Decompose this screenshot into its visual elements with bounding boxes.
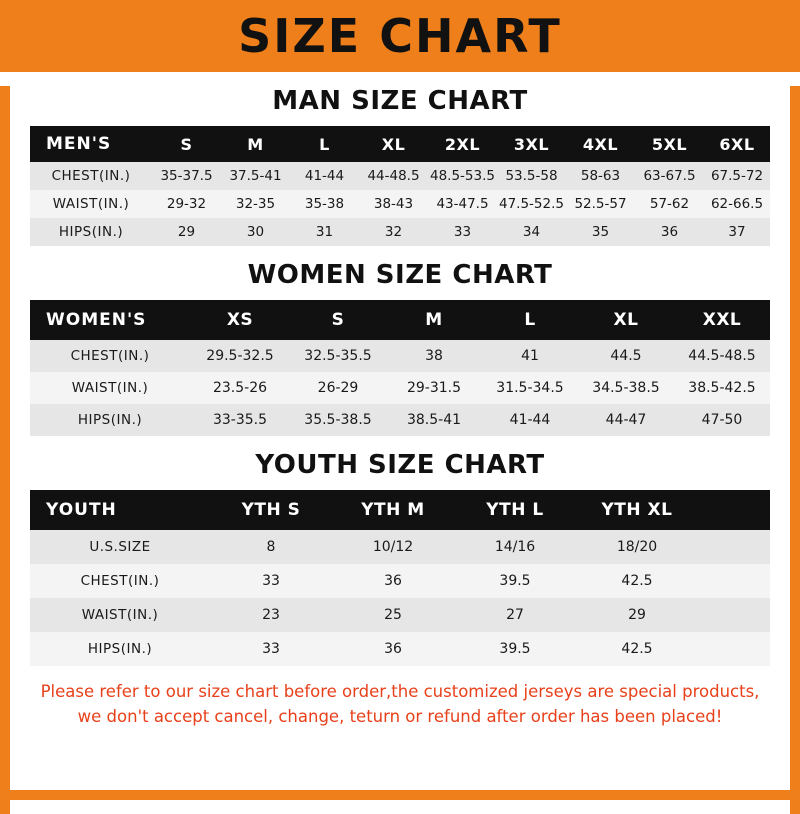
- table-row: [30, 530, 770, 564]
- cell: 67.5-72: [710, 168, 764, 184]
- col-header-0: YOUTH: [30, 490, 210, 530]
- col-header-2: S: [290, 300, 386, 340]
- section-man: [24, 86, 776, 246]
- cell: 10/12: [372, 539, 414, 555]
- cell: 8: [266, 539, 276, 555]
- col-header-1: YTH S: [210, 490, 332, 530]
- cell: 53.5-58: [505, 168, 558, 184]
- cell: 47.5-52.5: [499, 196, 564, 212]
- cell: 38.5-41: [406, 412, 462, 428]
- cell: 29.5-32.5: [206, 348, 274, 364]
- cell: 44.5: [610, 348, 642, 364]
- cell: 23: [262, 607, 280, 623]
- cell: 33: [262, 573, 280, 589]
- cell: 44-48.5: [367, 168, 420, 184]
- row-label: HIPS(IN.): [87, 641, 153, 657]
- col-header-5: XL: [578, 300, 674, 340]
- cell: 36: [660, 224, 679, 240]
- col-header-3: YTH L: [454, 490, 576, 530]
- col-header-7: 4XL: [566, 126, 635, 162]
- cell: 35-37.5: [160, 168, 213, 184]
- col-header-5: 2XL: [428, 126, 497, 162]
- table-youth: [30, 490, 770, 666]
- cell: 41-44: [304, 168, 345, 184]
- row-label: CHEST(IN.): [70, 348, 150, 364]
- cell: 44-47: [605, 412, 647, 428]
- col-header-0: MEN'S: [30, 126, 152, 162]
- table-row: [30, 340, 770, 372]
- col-header-2: M: [221, 126, 290, 162]
- row-label: WAIST(IN.): [71, 380, 149, 396]
- table-header-row: [30, 300, 770, 340]
- table-row: [30, 404, 770, 436]
- cell-spacer: [698, 564, 770, 598]
- cell: 42.5: [621, 641, 653, 657]
- table-row: [30, 564, 770, 598]
- cell: 43-47.5: [436, 196, 489, 212]
- cell: 38.5-42.5: [688, 380, 756, 396]
- table-row: [30, 372, 770, 404]
- section-title-man: MAN SIZE CHART: [272, 86, 528, 116]
- header-band: [0, 0, 800, 72]
- col-header-spacer: [698, 490, 770, 530]
- row-label: CHEST(IN.): [80, 573, 160, 589]
- table-header-row: [30, 126, 770, 162]
- cell: 57-62: [649, 196, 690, 212]
- col-header-6: 3XL: [497, 126, 566, 162]
- cell: 27: [506, 607, 524, 623]
- cell: 37.5-41: [229, 168, 282, 184]
- col-header-8: 5XL: [635, 126, 704, 162]
- table-row: [30, 632, 770, 666]
- cell: 33: [262, 641, 280, 657]
- cell: 38-43: [373, 196, 414, 212]
- cell: 31: [315, 224, 334, 240]
- table-row: [30, 162, 770, 190]
- cell: 34: [522, 224, 541, 240]
- cell: 30: [246, 224, 265, 240]
- cell: 29: [628, 607, 646, 623]
- right-orange-border: [790, 86, 800, 814]
- table-row: [30, 190, 770, 218]
- col-header-4: L: [482, 300, 578, 340]
- cell: 34.5-38.5: [592, 380, 660, 396]
- cell: 52.5-57: [574, 196, 627, 212]
- cell-spacer: [698, 530, 770, 564]
- footer-band: [0, 790, 800, 800]
- order-policy-note: [24, 680, 776, 730]
- cell: 37: [728, 224, 746, 240]
- col-header-4: YTH XL: [576, 490, 698, 530]
- cell: 35: [591, 224, 610, 240]
- col-header-1: XS: [190, 300, 290, 340]
- table-women: [30, 300, 770, 436]
- row-label: U.S.SIZE: [89, 539, 151, 555]
- cell: 44.5-48.5: [688, 348, 756, 364]
- cell-spacer: [698, 632, 770, 666]
- cell: 31.5-34.5: [496, 380, 564, 396]
- row-label: HIPS(IN.): [58, 224, 124, 240]
- cell: 36: [384, 641, 402, 657]
- cell: 29-31.5: [406, 380, 462, 396]
- cell: 39.5: [499, 573, 531, 589]
- table-header-row: [30, 490, 770, 530]
- note-line-2: we don't accept cancel, change, teturn or refund after order has been placed!: [77, 706, 723, 726]
- cell: 33-35.5: [212, 412, 268, 428]
- cell-spacer: [698, 598, 770, 632]
- left-orange-border: [0, 86, 10, 814]
- table-row: [30, 598, 770, 632]
- row-label: WAIST(IN.): [52, 196, 130, 212]
- table-row: [30, 218, 770, 246]
- col-header-0: WOMEN'S: [30, 300, 190, 340]
- cell: 62-66.5: [710, 196, 764, 212]
- cell: 38: [425, 348, 443, 364]
- content-area: [0, 86, 800, 814]
- cell: 47-50: [701, 412, 743, 428]
- cell: 26-29: [317, 380, 359, 396]
- cell: 25: [384, 607, 402, 623]
- col-header-3: M: [386, 300, 482, 340]
- row-label: WAIST(IN.): [81, 607, 159, 623]
- cell: 32: [384, 224, 403, 240]
- section-title-women: WOMEN SIZE CHART: [247, 260, 553, 290]
- col-header-3: L: [290, 126, 359, 162]
- cell: 39.5: [499, 641, 531, 657]
- col-header-1: S: [152, 126, 221, 162]
- col-header-6: XXL: [674, 300, 770, 340]
- row-label: HIPS(IN.): [77, 412, 143, 428]
- cell: 32.5-35.5: [304, 348, 372, 364]
- cell: 36: [384, 573, 402, 589]
- cell: 18/20: [616, 539, 658, 555]
- cell: 23.5-26: [212, 380, 268, 396]
- row-label: CHEST(IN.): [51, 168, 131, 184]
- cell: 35.5-38.5: [304, 412, 372, 428]
- cell: 48.5-53.5: [430, 168, 495, 184]
- cell: 29: [177, 224, 196, 240]
- col-header-4: XL: [359, 126, 428, 162]
- col-header-2: YTH M: [332, 490, 454, 530]
- section-youth: [24, 450, 776, 666]
- cell: 41-44: [509, 412, 551, 428]
- table-man: [30, 126, 770, 246]
- cell: 14/16: [494, 539, 536, 555]
- section-women: [24, 260, 776, 436]
- cell: 42.5: [621, 573, 653, 589]
- cell: 41: [521, 348, 539, 364]
- cell: 58-63: [580, 168, 621, 184]
- cell: 35-38: [304, 196, 345, 212]
- cell: 63-67.5: [643, 168, 696, 184]
- cell: 29-32: [166, 196, 207, 212]
- col-header-9: 6XL: [704, 126, 770, 162]
- section-title-youth: YOUTH SIZE CHART: [255, 450, 545, 480]
- note-line-1: Please refer to our size chart before order,the customized jerseys are special products,: [40, 682, 760, 701]
- cell: 33: [453, 224, 472, 240]
- page-title: SIZE CHART: [238, 9, 562, 63]
- cell: 32-35: [235, 196, 276, 212]
